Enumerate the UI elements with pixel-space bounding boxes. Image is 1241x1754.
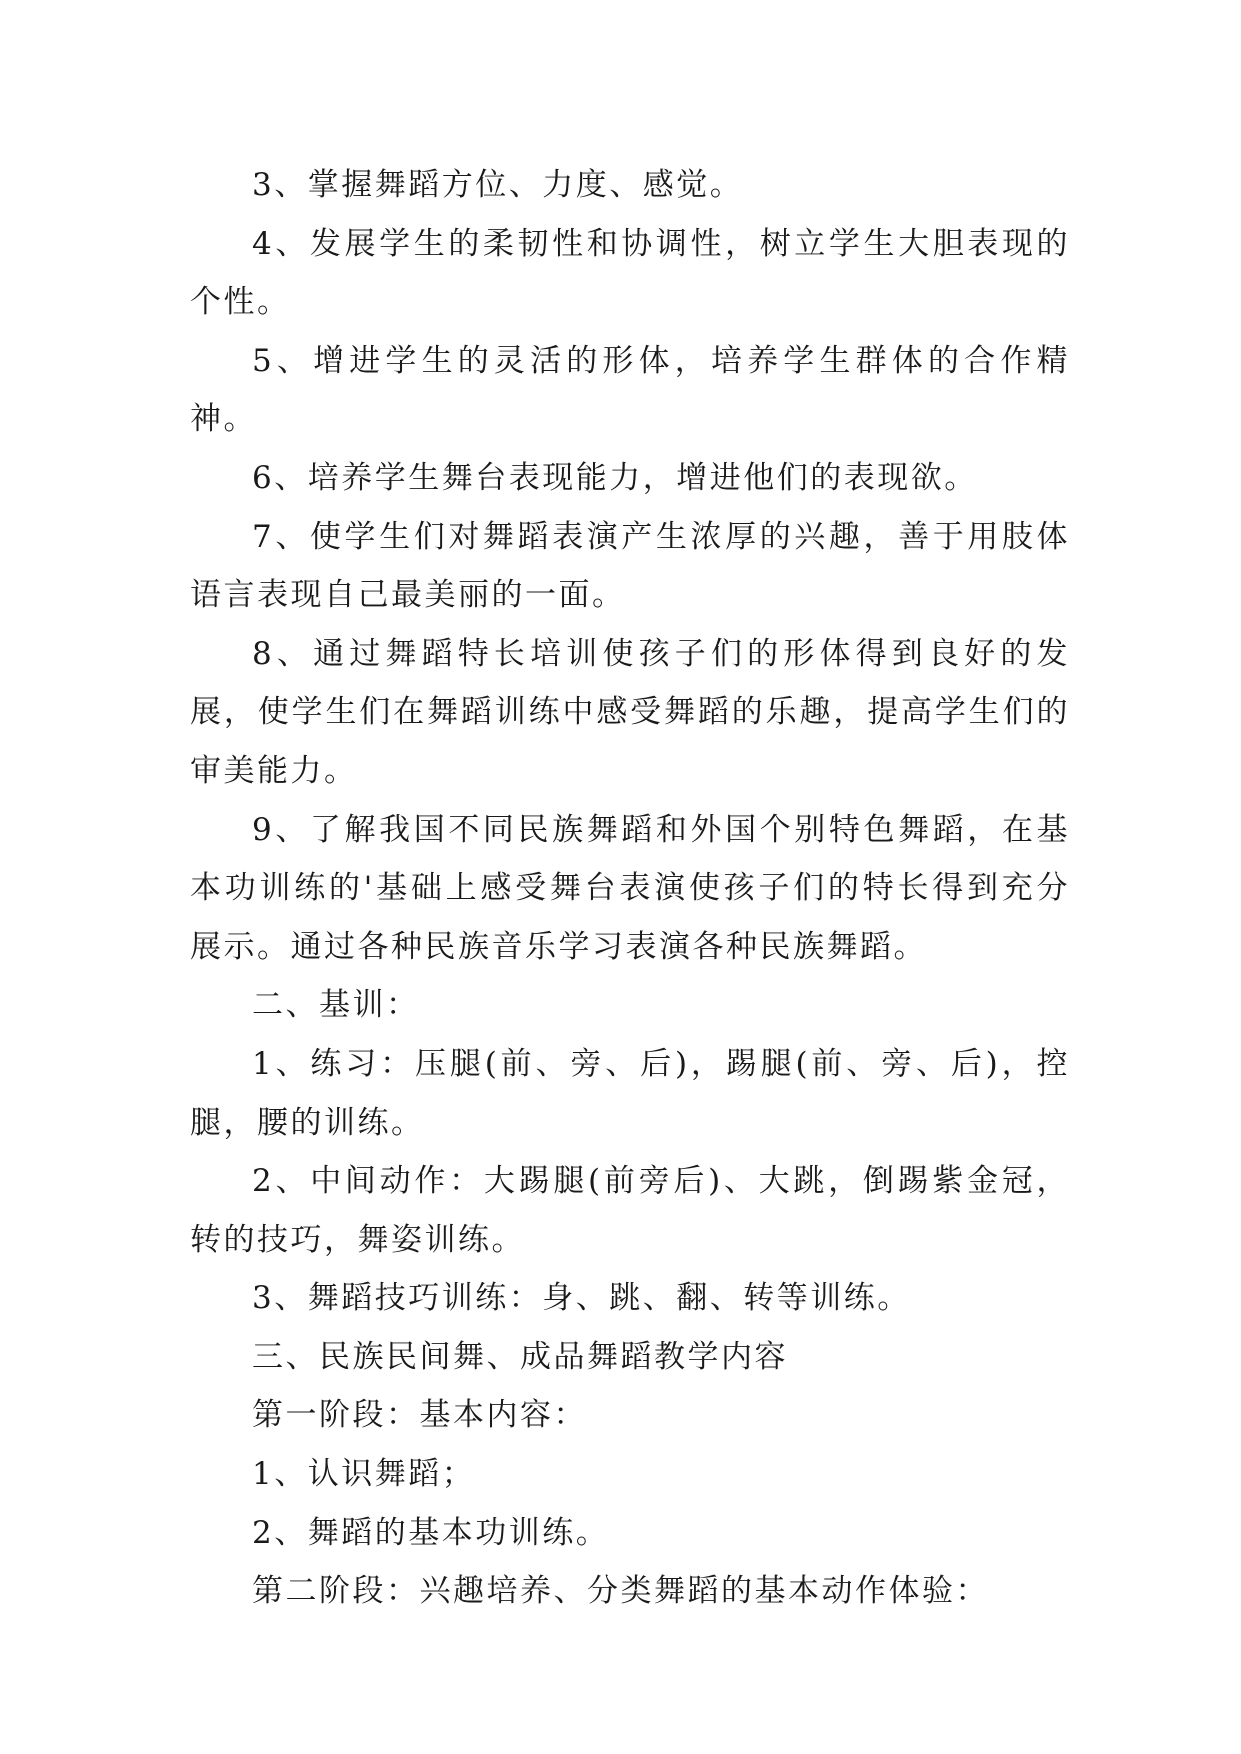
stage-heading: 第一阶段：基本内容：: [252, 1397, 587, 1434]
paragraph: 8、通过舞蹈特长培训使孩子们的形体得到良好的发展，使学生们在舞蹈训练中感受舞蹈的乐趣，提高学生们的审美能力。: [190, 635, 1070, 789]
paragraph: 4、发展学生的柔韧性和协调性，树立学生大胆表现的个性。: [190, 225, 1070, 321]
paragraph: 3、掌握舞蹈方位、力度、感觉。: [252, 167, 744, 203]
paragraph: 5、增进学生的灵活的形体，培养学生群体的合作精神。: [190, 342, 1070, 438]
paragraph: 7、使学生们对舞蹈表演产生浓厚的兴趣，善于用肢体语言表现自己最美丽的一面。: [190, 518, 1070, 614]
paragraph: 3、舞蹈技巧训练：身、跳、翻、转等训练。: [252, 1280, 911, 1317]
paragraph: 1、认识舞蹈；: [252, 1456, 476, 1493]
paragraph: 6、培养学生舞台表现能力，增进他们的表现欲。: [252, 459, 978, 496]
document-body: [190, 156, 1070, 1621]
paragraph: 1、练习：压腿(前、旁、后)，踢腿(前、旁、后)，控腿，腰的训练。: [190, 1045, 1070, 1141]
paragraph: 9、了解我国不同民族舞蹈和外国个别特色舞蹈，在基本功训练的'基础上感受舞台表演使孩子们的特长得到充分展示。通过各种民族音乐学习表演各种民族舞蹈。: [190, 811, 1070, 965]
paragraph: 2、中间动作：大踢腿(前旁后)、大跳，倒踢紫金冠，转的技巧，舞姿训练。: [190, 1163, 1070, 1258]
paragraph: 2、舞蹈的基本功训练。: [252, 1514, 610, 1551]
section-heading: 二、基训：: [252, 987, 420, 1024]
stage-heading: 第二阶段：兴趣培养、分类舞蹈的基本动作体验：: [252, 1573, 989, 1610]
section-heading: 三、民族民间舞、成品舞蹈教学内容: [252, 1338, 788, 1375]
